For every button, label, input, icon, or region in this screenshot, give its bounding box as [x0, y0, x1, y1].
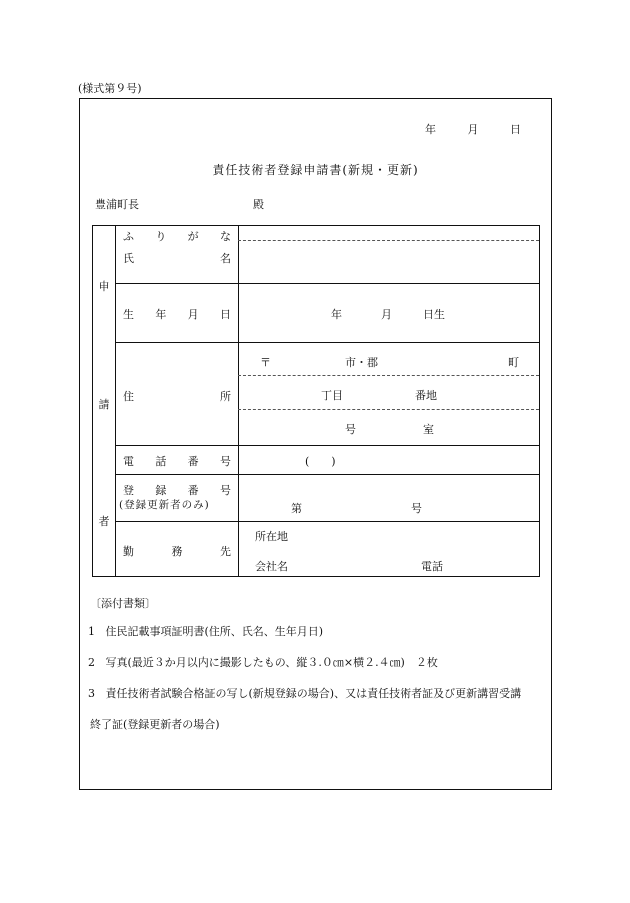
workplace-company: 会社名	[255, 560, 288, 573]
registration-dai: 第	[291, 502, 302, 515]
name-field[interactable]	[238, 241, 539, 283]
chome-label: 丁目	[321, 389, 343, 402]
attachment-item-2: 2 写真(最近３か月以内に撮影したもの、縦３.０㎝×横２.４㎝) ２枚	[88, 656, 438, 669]
applicant-char-2: 請	[98, 398, 110, 411]
applicant-char-1: 申	[98, 280, 110, 293]
banchi-label: 番地	[415, 389, 437, 402]
registration-note: (登録更新者のみ)	[119, 499, 210, 511]
birth-year: 年	[331, 308, 342, 321]
town-label: 町	[508, 356, 519, 369]
phone-paren: ( )	[305, 455, 336, 468]
form-title: 責任技術者登録申請書(新規・更新)	[212, 163, 419, 177]
address-divider-1	[238, 375, 539, 376]
form-number: (様式第９号)	[78, 82, 142, 95]
row-line-birth	[115, 342, 539, 343]
applicant-char-3: 者	[98, 515, 110, 528]
row-line-registration	[115, 521, 539, 522]
attachment-item-1: 1 住民記載事項証明書(住所、氏名、生年月日)	[88, 625, 324, 638]
workplace-label: 勤 務 先	[123, 545, 231, 558]
date-month: 月	[467, 123, 479, 136]
address-label: 住 所	[123, 390, 231, 403]
row-line-name	[115, 283, 539, 284]
row-line-address	[115, 445, 539, 446]
registration-go: 号	[411, 502, 422, 515]
date-day: 日	[510, 123, 521, 136]
applicant-table	[92, 225, 540, 577]
room-label: 室	[423, 423, 434, 436]
phone-label: 電 話 番 号	[123, 455, 231, 468]
name-label: 氏 名	[123, 252, 231, 265]
go-label: 号	[345, 423, 356, 436]
address-divider-2	[238, 409, 539, 410]
date-line	[397, 121, 521, 137]
attachment-item-3-cont: 終了証(登録更新者の場合)	[90, 718, 220, 731]
furigana-label: ふ り が な	[123, 230, 231, 243]
birth-month: 月	[381, 308, 392, 321]
row-line-phone	[115, 474, 539, 475]
form-frame	[79, 98, 552, 790]
date-year: 年	[425, 123, 436, 136]
workplace-location: 所在地	[255, 530, 288, 543]
workplace-tel: 電話	[421, 560, 443, 573]
col-divider-1	[115, 226, 116, 576]
attachments-title: 〔添付書類〕	[90, 597, 156, 610]
attachment-item-3: 3 責任技術者試験合格証の写し(新規登録の場合)、又は責任技術者証及び更新講習受講	[88, 687, 522, 700]
registration-label: 登 録 番 号	[123, 484, 231, 497]
addressee-name: 豊浦町長	[95, 198, 139, 211]
birth-day: 日生	[423, 308, 445, 321]
birth-label: 生 年 月 日	[123, 308, 231, 321]
city-label: 市・郡	[345, 356, 378, 369]
addressee-honorific: 殿	[253, 198, 264, 211]
postal-mark: 〒	[260, 356, 271, 369]
addressee	[95, 196, 264, 212]
